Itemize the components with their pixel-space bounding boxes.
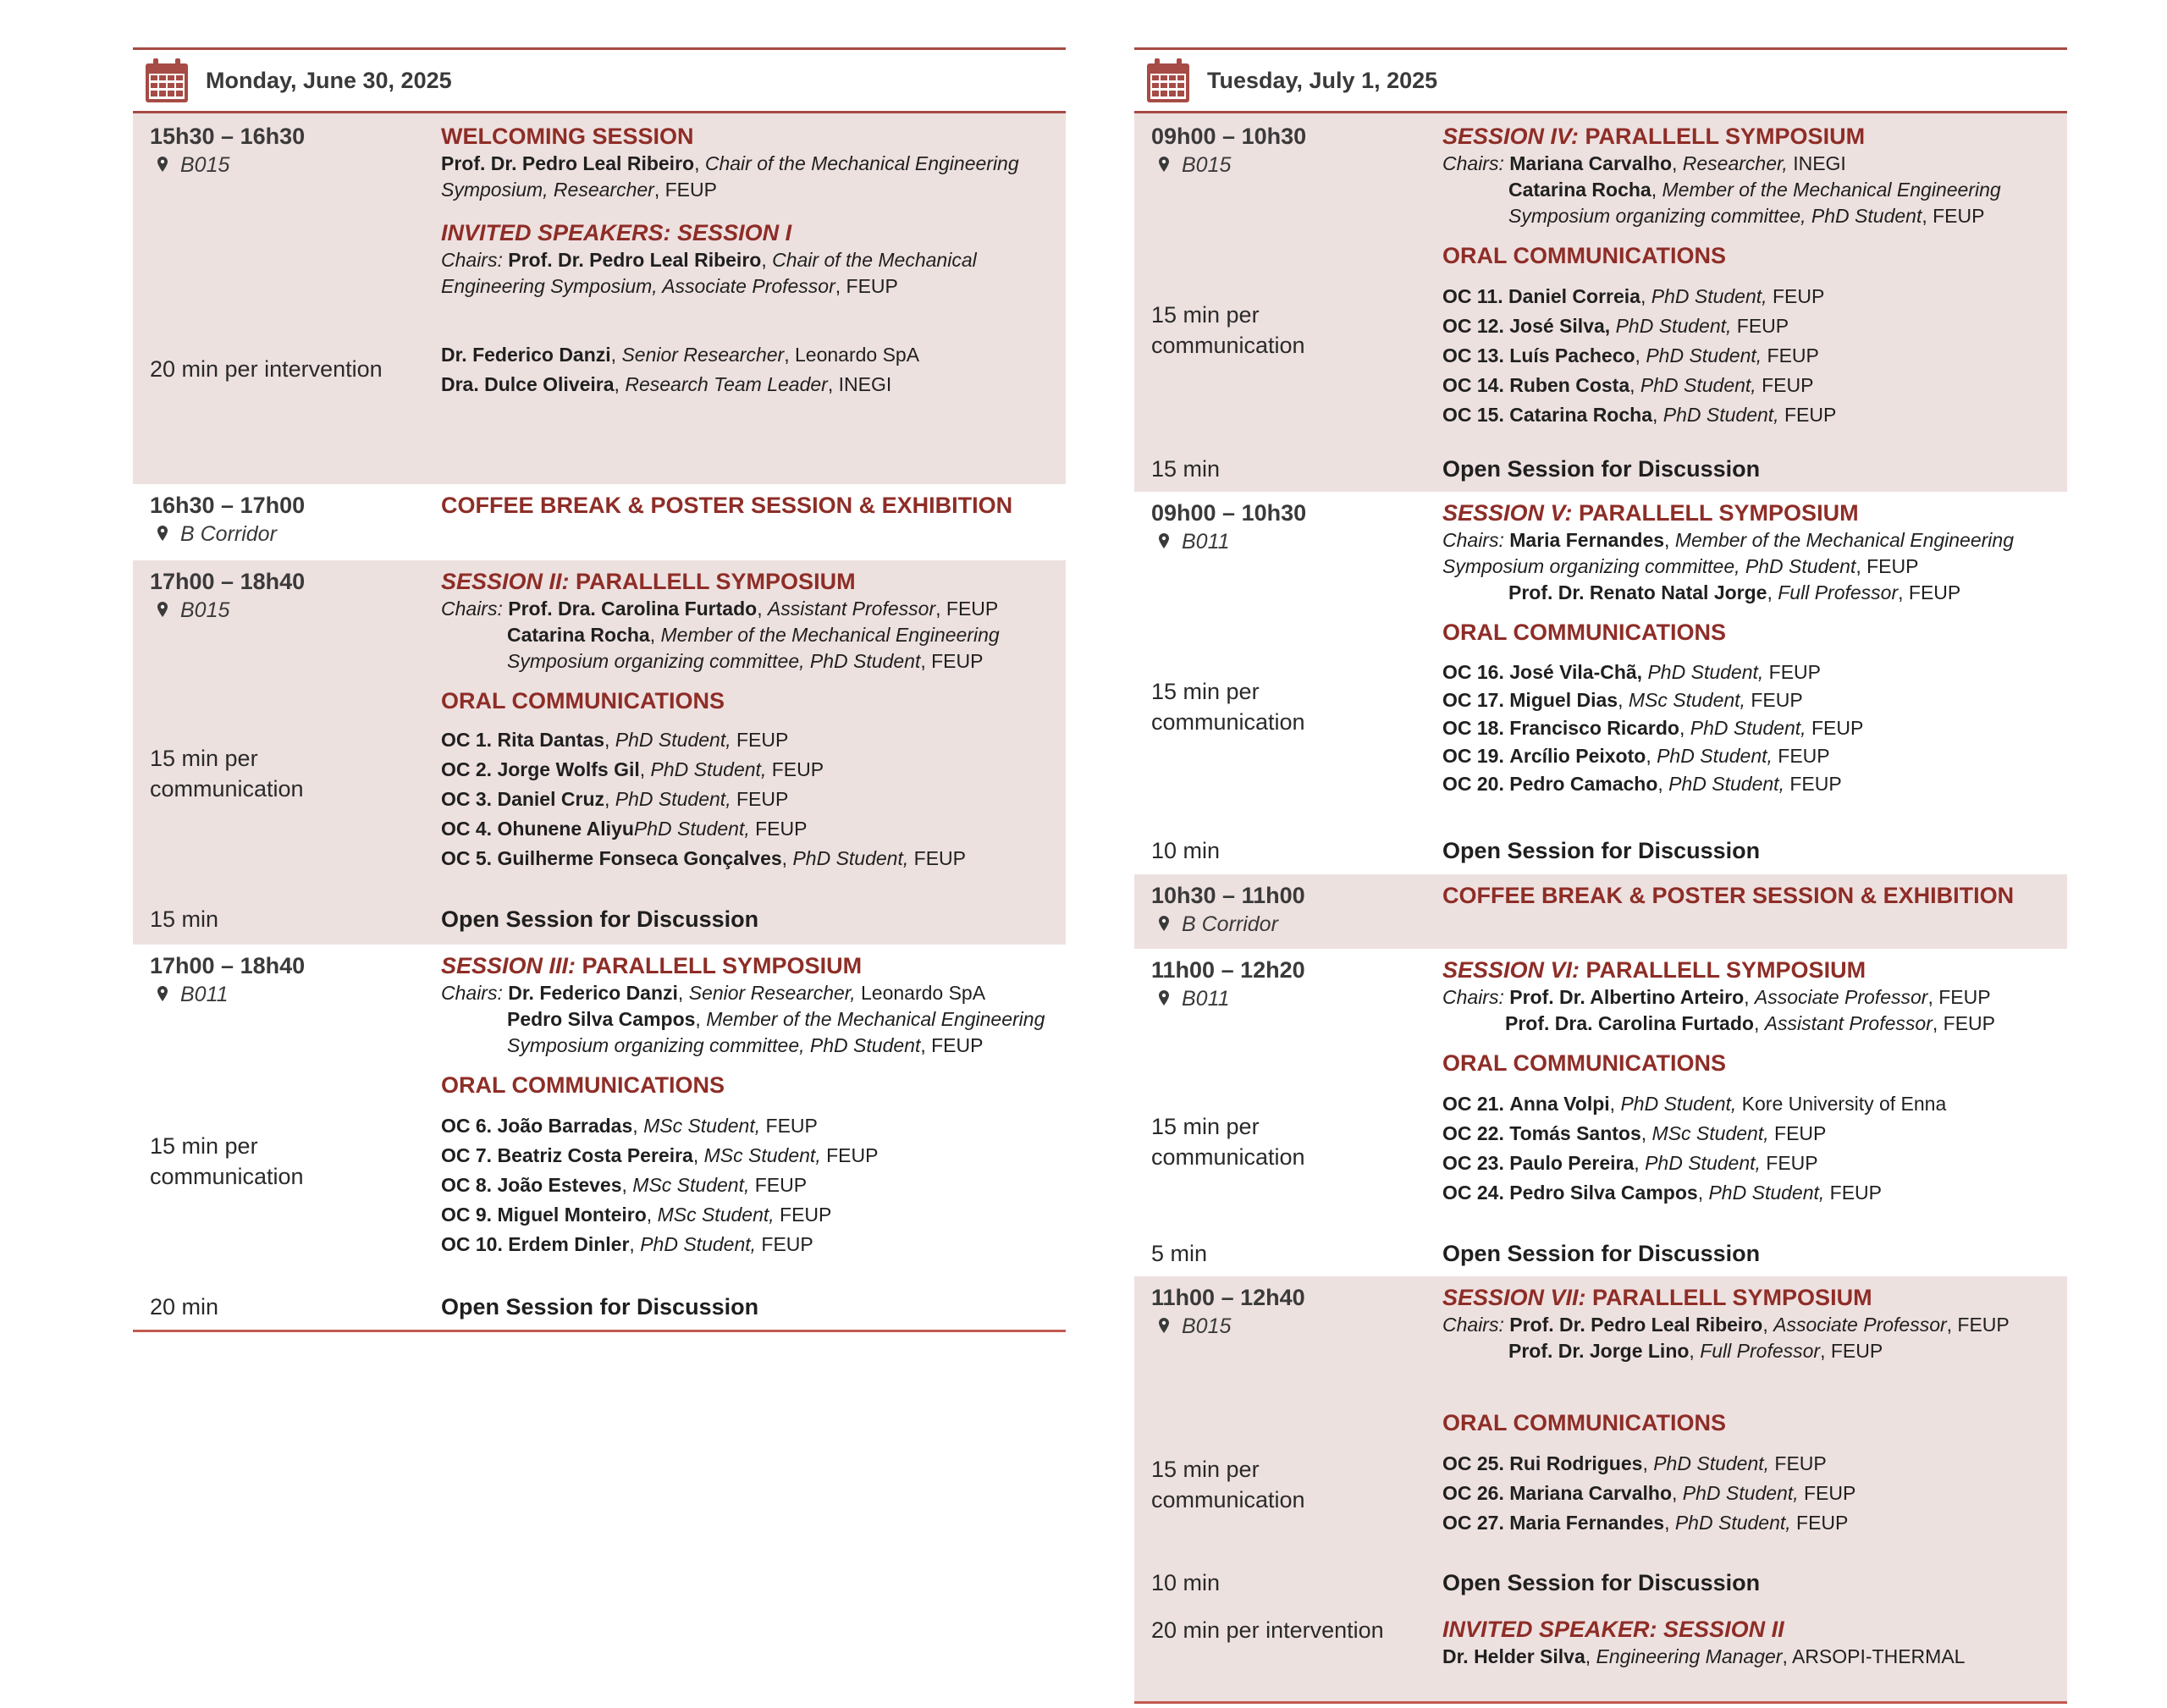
- chairs-line: Prof. Dr. Jorge Lino, Full Professor, FEUP: [1508, 1340, 1883, 1362]
- session-block-s5: [1134, 492, 2067, 874]
- invited-speaker-title: INVITED SPEAKER: SESSION II: [1442, 1617, 1784, 1642]
- duration-label: 15 min per communication: [1151, 1457, 1305, 1512]
- oral-communications-title: ORAL COMMUNICATIONS: [1442, 243, 1726, 268]
- session-block-s7: [1134, 1276, 2067, 1704]
- session-room: [150, 151, 441, 179]
- oc-item: OC 13. Luís Pacheco, PhD Student, FEUP: [1442, 344, 1819, 366]
- oc-item: OC 3. Daniel Cruz, PhD Student, FEUP: [441, 788, 789, 810]
- room-label: B011: [1182, 987, 1230, 1011]
- oc-item: OC 20. Pedro Camacho, PhD Student, FEUP: [1442, 773, 1842, 795]
- chairs-line: Chairs: Dr. Federico Danzi, Senior Researcher, Leonardo SpA: [441, 982, 986, 1004]
- session-block-s3: [133, 945, 1066, 1332]
- oc-item: OC 23. Paulo Pereira, PhD Student, FEUP: [1442, 1152, 1818, 1174]
- session-time: 11h00 – 12h20: [1151, 957, 1305, 983]
- oc-item: OC 17. Miguel Dias, MSc Student, FEUP: [1442, 689, 1803, 711]
- session-title: COFFEE BREAK & POSTER SESSION & EXHIBITION: [441, 493, 1013, 518]
- chairs-line: Prof. Dra. Carolina Furtado, Assistant Professor, FEUP: [1505, 1012, 1995, 1034]
- calendar-icon: [1144, 57, 1192, 104]
- room-label: B015: [1182, 1314, 1232, 1338]
- oral-communications-title: ORAL COMMUNICATIONS: [1442, 1410, 1726, 1435]
- oral-communications-title: ORAL COMMUNICATIONS: [441, 1072, 725, 1098]
- oc-item: OC 2. Jorge Wolfs Gil, PhD Student, FEUP: [441, 758, 824, 780]
- speaker-line: Dr. Helder Silva, Engineering Manager, ARSOPI-THERMAL: [1442, 1645, 1966, 1667]
- oc-list: [441, 725, 1049, 873]
- oc-item: OC 25. Rui Rodrigues, PhD Student, FEUP: [1442, 1452, 1827, 1474]
- chairs-line: Chairs: Prof. Dr. Albertino Arteiro, Associate Professor, FEUP: [1442, 986, 1991, 1008]
- oc-item: OC 6. João Barradas, MSc Student, FEUP: [441, 1115, 818, 1137]
- session-title: SESSION III: PARALLELL SYMPOSIUM: [441, 953, 863, 978]
- open-session-label: Open Session for Discussion: [1442, 1241, 1761, 1266]
- oc-item: OC 27. Maria Fernandes, PhD Student, FEUP: [1442, 1512, 1849, 1534]
- oc-item: OC 18. Francisco Ricardo, PhD Student, FEUP: [1442, 717, 1864, 739]
- session-time: 16h30 – 17h00: [150, 493, 306, 518]
- oc-item: OC 9. Miguel Monteiro, MSc Student, FEUP: [441, 1204, 832, 1226]
- session-time: 17h00 – 18h40: [150, 569, 306, 594]
- open-session-label: Open Session for Discussion: [1442, 1570, 1761, 1595]
- location-pin-icon: [152, 154, 174, 176]
- chairs-line: Pedro Silva Campos, Member of the Mechanical Engineering Symposium organizing committee, PhD Student, FEUP: [507, 1008, 1045, 1056]
- invited-speakers-title: INVITED SPEAKERS: SESSION I: [441, 220, 792, 245]
- oc-list: [1442, 658, 2050, 798]
- chairs-line: Chairs: Mariana Carvalho, Researcher, INEGI: [1442, 152, 1846, 174]
- oral-communications-title: ORAL COMMUNICATIONS: [1442, 620, 1726, 645]
- oc-item: OC 5. Guilherme Fonseca Gonçalves, PhD Student, FEUP: [441, 847, 966, 869]
- oc-list: [1442, 1089, 2050, 1208]
- oc-item: OC 22. Tomás Santos, MSc Student, FEUP: [1442, 1122, 1827, 1144]
- session-title: SESSION II: PARALLELL SYMPOSIUM: [441, 569, 856, 594]
- session-title: SESSION V: PARALLELL SYMPOSIUM: [1442, 500, 1859, 526]
- session-room: [150, 980, 441, 1009]
- session-block-s2: [133, 560, 1066, 945]
- oc-list: [441, 1111, 1049, 1259]
- room-label: B015: [1182, 153, 1232, 177]
- location-pin-icon: [1153, 154, 1175, 176]
- oc-item: OC 14. Ruben Costa, PhD Student, FEUP: [1442, 374, 1814, 396]
- oc-item: OC 21. Anna Volpi, PhD Student, Kore University of Enna: [1442, 1093, 1947, 1115]
- oc-item: OC 10. Erdem Dinler, PhD Student, FEUP: [441, 1233, 813, 1255]
- oc-item: OC 19. Arcílio Peixoto, PhD Student, FEUP: [1442, 745, 1830, 767]
- oc-item: OC 16. José Vila-Chã, PhD Student, FEUP: [1442, 661, 1822, 683]
- session-time: 11h00 – 12h40: [1151, 1285, 1305, 1310]
- speaker-line: Dra. Dulce Oliveira, Research Team Leader, INEGI: [441, 373, 892, 395]
- day-title: Tuesday, July 1, 2025: [1207, 67, 1438, 93]
- location-pin-icon: [1153, 988, 1175, 1010]
- session-room: [150, 520, 441, 548]
- session-block-s4: [1134, 113, 2067, 492]
- location-pin-icon: [1153, 1315, 1175, 1337]
- day-title: Monday, June 30, 2025: [206, 67, 452, 93]
- session-room: [1151, 1312, 1442, 1341]
- chairs-line: Chairs: Maria Fernandes, Member of the Mechanical Engineering Symposium organizing committee, PhD Student, FEUP: [1442, 529, 2014, 577]
- open-duration: 20 min: [150, 1294, 219, 1320]
- duration-label: 20 min per intervention: [150, 356, 383, 382]
- session-time: 15h30 – 16h30: [150, 124, 306, 149]
- location-pin-icon: [152, 983, 174, 1006]
- room-label: B Corridor: [1182, 912, 1278, 936]
- location-pin-icon: [1153, 531, 1175, 553]
- oc-item: OC 7. Beatriz Costa Pereira, MSc Student, FEUP: [441, 1144, 879, 1166]
- session-time: 10h30 – 11h00: [1151, 883, 1305, 908]
- location-pin-icon: [152, 523, 174, 545]
- oc-item: OC 12. José Silva, PhD Student, FEUP: [1442, 315, 1789, 337]
- oc-list: [1442, 282, 2050, 430]
- session-room: [1151, 984, 1442, 1013]
- session-block-welcome: [133, 113, 1066, 484]
- room-label: B011: [180, 983, 229, 1006]
- open-duration: 15 min: [150, 906, 219, 932]
- oc-item: OC 1. Rita Dantas, PhD Student, FEUP: [441, 729, 789, 751]
- open-duration: 10 min: [1151, 838, 1221, 863]
- session-title: SESSION IV: PARALLELL SYMPOSIUM: [1442, 124, 1866, 149]
- monday-column: [133, 47, 1066, 1332]
- session-room: [1151, 910, 1442, 939]
- oc-item: OC 4. Ohunene AliyuPhD Student, FEUP: [441, 818, 808, 840]
- room-label: B015: [180, 598, 230, 622]
- duration-label: 15 min per communication: [1151, 302, 1305, 358]
- duration-label: 15 min per communication: [1151, 1114, 1305, 1170]
- chairs-line: Catarina Rocha, Member of the Mechanical Engineering Symposium organizing committee, PhD Student, FEUP: [507, 624, 1000, 672]
- session-title: SESSION VI: PARALLELL SYMPOSIUM: [1442, 957, 1866, 983]
- location-pin-icon: [1153, 913, 1175, 935]
- session-time: 17h00 – 18h40: [150, 953, 306, 978]
- session-time: 09h00 – 10h30: [1151, 500, 1307, 526]
- open-session-label: Open Session for Discussion: [1442, 838, 1761, 863]
- open-duration: 15 min: [1151, 456, 1221, 482]
- room-label: B011: [1182, 530, 1230, 554]
- oc-item: OC 26. Mariana Carvalho, PhD Student, FEUP: [1442, 1482, 1856, 1504]
- speaker-line: Dr. Federico Danzi, Senior Researcher, Leonardo SpA: [441, 344, 920, 366]
- oc-item: OC 24. Pedro Silva Campos, PhD Student, FEUP: [1442, 1182, 1883, 1204]
- oc-item: OC 8. João Esteves, MSc Student, FEUP: [441, 1174, 808, 1196]
- tuesday-column: [1134, 47, 2067, 1704]
- day-header-tuesday: [1134, 47, 2067, 113]
- oc-item: OC 11. Daniel Correia, PhD Student, FEUP: [1442, 285, 1825, 307]
- room-label: B015: [180, 153, 230, 177]
- day-header-monday: [133, 47, 1066, 113]
- session-room: [1151, 151, 1442, 179]
- chairs-line: Prof. Dr. Renato Natal Jorge, Full Professor, FEUP: [1508, 581, 1961, 603]
- oral-communications-title: ORAL COMMUNICATIONS: [1442, 1050, 1726, 1076]
- chairs-line: Catarina Rocha, Member of the Mechanical Engineering Symposium organizing committee, PhD Student, FEUP: [1508, 179, 2001, 227]
- chairs-line: Chairs: Prof. Dra. Carolina Furtado, Assistant Professor, FEUP: [441, 598, 999, 620]
- open-duration: 5 min: [1151, 1241, 1208, 1266]
- chair-line: Prof. Dr. Pedro Leal Ribeiro, Chair of the Mechanical Engineering Symposium, Researcher, FEUP: [441, 152, 1019, 201]
- open-session-label: Open Session for Discussion: [441, 1294, 759, 1320]
- location-pin-icon: [152, 599, 174, 621]
- oc-list: [1442, 1449, 2050, 1538]
- chairs-line: Chairs: Prof. Dr. Pedro Leal Ribeiro, Chair of the Mechanical Engineering Symposium, Associate Professor, FEUP: [441, 249, 977, 297]
- session-block-coffee: [133, 484, 1066, 560]
- room-label: B Corridor: [180, 522, 277, 546]
- duration-label: 15 min per communication: [150, 746, 304, 802]
- invited-duration: 20 min per intervention: [1151, 1617, 1384, 1643]
- oral-communications-title: ORAL COMMUNICATIONS: [441, 688, 725, 714]
- session-block-s6: [1134, 949, 2067, 1276]
- oc-item: OC 15. Catarina Rocha, PhD Student, FEUP: [1442, 404, 1837, 426]
- session-title: SESSION VII: PARALLELL SYMPOSIUM: [1442, 1285, 1872, 1310]
- open-session-label: Open Session for Discussion: [1442, 456, 1761, 482]
- duration-label: 15 min per communication: [150, 1133, 304, 1189]
- open-duration: 10 min: [1151, 1570, 1221, 1595]
- open-session-label: Open Session for Discussion: [441, 906, 759, 932]
- chairs-line: Chairs: Prof. Dr. Pedro Leal Ribeiro, Associate Professor, FEUP: [1442, 1314, 2010, 1336]
- session-block-coffee: [1134, 874, 2067, 949]
- session-title: WELCOMING SESSION: [441, 124, 694, 149]
- calendar-icon: [143, 57, 190, 104]
- duration-label: 15 min per communication: [1151, 679, 1305, 735]
- session-time: 09h00 – 10h30: [1151, 124, 1307, 149]
- session-title: COFFEE BREAK & POSTER SESSION & EXHIBITION: [1442, 883, 2015, 908]
- session-room: [150, 596, 441, 625]
- session-room: [1151, 527, 1442, 556]
